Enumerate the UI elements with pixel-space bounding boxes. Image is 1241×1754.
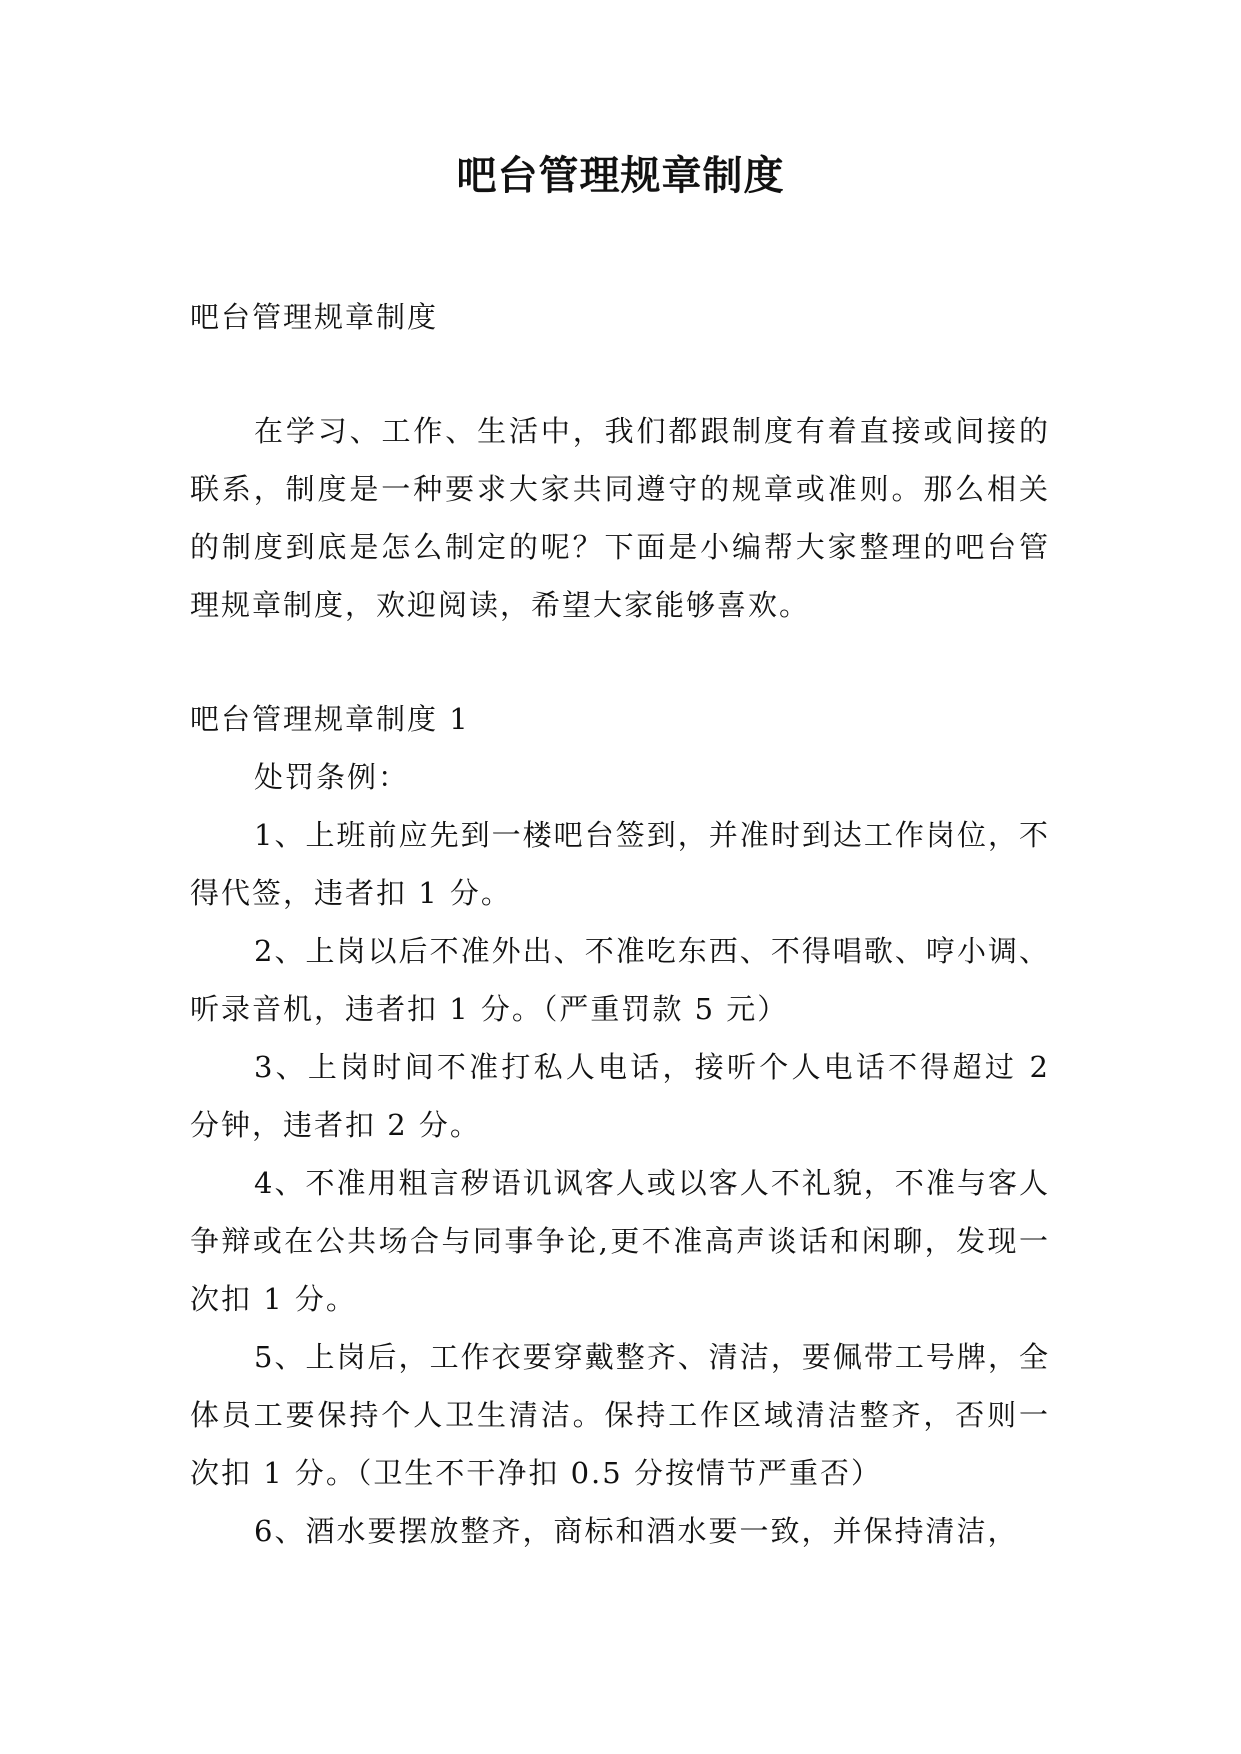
rule-item-1: 1、上班前应先到一楼吧台签到，并准时到达工作岗位，不得代签，违者扣 1 分。 [190, 818, 1050, 910]
rule-item-2: 2、上岗以后不准外出、不准吃东西、不得唱歌、哼小调、听录音机，违者扣 1 分。（严重罚款 5 元） [190, 934, 1050, 1026]
document-title: 吧台管理规章制度 [456, 152, 785, 199]
rule-item-6: 6、酒水要摆放整齐，商标和酒水要一致，并保持清洁， [254, 1514, 1019, 1548]
rule-item-4: 4、不准用粗言秽语讥讽客人或以客人不礼貌，不准与客人争辩或在公共场合与同事争论,更不准高声谈话和闲聊，发现一次扣 1 分。 [190, 1166, 1050, 1316]
section-heading: 吧台管理规章制度 1 [190, 702, 470, 736]
intro-section [190, 402, 1050, 634]
intro-paragraph: 在学习、工作、生活中，我们都跟制度有着直接或间接的联系，制度是一种要求大家共同遵守的规章或准则。那么相关的制度到底是怎么制定的呢？下面是小编帮大家整理的吧台管理规章制度，欢迎阅读，希望大家能够喜欢。 [190, 414, 1050, 622]
document-subtitle: 吧台管理规章制度 [190, 300, 439, 334]
rule-item-3: 3、上岗时间不准打私人电话，接听个人电话不得超过 2 分钟，违者扣 2 分。 [190, 1050, 1050, 1142]
rule-item-5: 5、上岗后，工作衣要穿戴整齐、清洁，要佩带工号牌，全体员工要保持个人卫生清洁。保持工作区域清洁整齐，否则一次扣 1 分。（卫生不干净扣 0.5 分按情节严重否） [190, 1340, 1050, 1490]
regulations-section [190, 690, 1050, 1560]
penalty-heading: 处罚条例： [254, 760, 410, 794]
